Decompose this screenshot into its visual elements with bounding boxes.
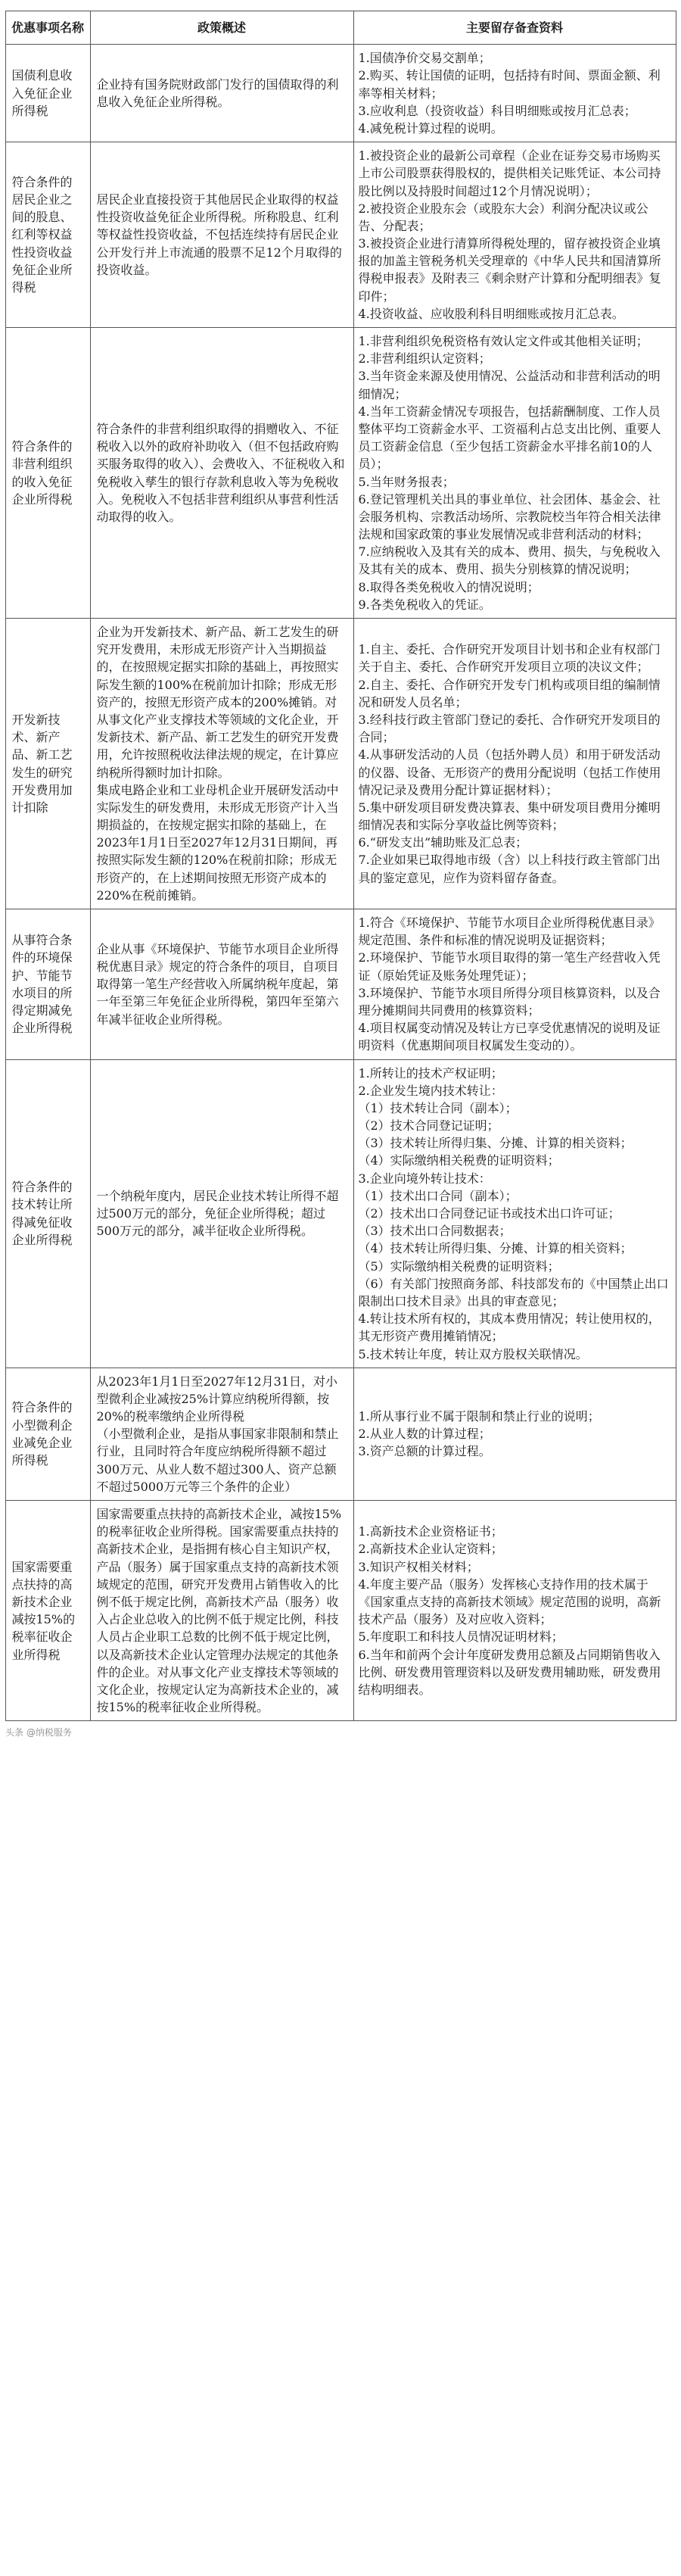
cell-policy-summary: 从2023年1月1日至2027年12月31日，对小型微利企业减按25%计算应纳税所得额，按20%的税率缴纳企业所得税 （小型微利企业，是指从事国家非限制和禁止行业，且同时符合年度应纳税所得额不超过300万元、从业人数不超过300人、资产总额不超过5000万元等三个条件的企业） xyxy=(90,1368,353,1500)
document-list-item: 1.符合《环境保护、节能节水项目企业所得税优惠目录》规定范围、条件和标准的情况说明及证据资料； xyxy=(358,915,661,948)
document-list-item: 1.非营利组织免税资格有效认定文件或其他相关证明； xyxy=(358,334,648,348)
header-item-name: 优惠事项名称 xyxy=(5,11,90,45)
cell-policy-summary: 居民企业直接投资于其他居民企业取得的权益性投资收益免征企业所得税。所称股息、红利等权益性投资收益，不包括连续持有居民企业公开发行并上市流通的股票不足12个月取得的投资收益。 xyxy=(90,142,353,328)
cell-policy-summary: 符合条件的非营利组织取得的捐赠收入、不征税收入以外的政府补助收入（但不包括政府购买服务取得的收入）、会费收入、不征税收入和免税收入孳生的银行存款利息收入等为免税收入。免税收入不包括非营利组织从事营利性活动取得的收入。 xyxy=(90,328,353,619)
document-list-item: （6）有关部门按照商务部、科技部发布的《中国禁止出口限制出口技术目录》出具的审查意见； xyxy=(358,1276,669,1308)
cell-item-name: 符合条件的技术转让所得减免征收企业所得税 xyxy=(5,1059,90,1368)
table-header xyxy=(5,11,676,45)
document-list-item: （4）技术转让所得归集、分摊、计算的相关资料； xyxy=(358,1241,633,1256)
table-row xyxy=(5,1059,676,1368)
table-body xyxy=(5,45,676,1721)
document-list-item: 5.当年财务报表； xyxy=(358,474,455,489)
document-list-item: （2）技术合同登记证明； xyxy=(358,1118,499,1134)
document-list-item: 4.转让技术所有权的，其成本费用情况；转让使用权的，其无形资产费用摊销情况； xyxy=(358,1311,661,1344)
table-row xyxy=(5,328,676,619)
document-list-item: 5.年度职工和科技人员情况证明材料； xyxy=(358,1629,564,1645)
document-list-item: 1.自主、委托、合作研究开发项目计划书和企业有权部门关于自主、委托、合作研究开发项目立项的决议文件； xyxy=(358,642,661,675)
document-list-item: 6.当年和前两个会计年度研发费用总额及占同期销售收入比例、研发费用管理资料以及研发费用辅助账，研发费用结构明细表。 xyxy=(358,1647,661,1697)
document-list-item: （1）技术转让合同（副本）； xyxy=(358,1100,518,1115)
cell-retained-documents xyxy=(353,909,676,1060)
cell-retained-documents xyxy=(353,142,676,328)
document-list-item: 4.投资收益、应收股利科目明细账或按月汇总表。 xyxy=(358,306,624,321)
cell-policy-summary: 企业从事《环境保护、节能节水项目企业所得税优惠目录》规定的符合条件的项目，自项目取得第一笔生产经营收入所属纳税年度起，第一年至第三年免征企业所得税，第四年至第六年减半征收企业所得税。 xyxy=(90,909,353,1060)
table-row xyxy=(5,619,676,909)
document-list-item: 1.所转让的技术产权证明； xyxy=(358,1065,503,1081)
document-list-item: 2.购买、转让国债的证明，包括持有时间、票面金额、利率等相关材料； xyxy=(358,68,661,101)
document-list-item: 3.经科技行政主管部门登记的委托、合作研究开发项目的合同； xyxy=(358,712,661,745)
cell-item-name: 符合条件的居民企业之间的股息、红利等权益性投资收益免征企业所得税 xyxy=(5,142,90,328)
document-list-item: （1）技术出口合同（副本）； xyxy=(358,1188,518,1203)
document-list-item: 5.集中研发项目研发费决算表、集中研发项目费用分摊明细情况表和实际分享收益比例等资料； xyxy=(358,800,661,833)
header-retained-documents: 主要留存备查资料 xyxy=(353,11,676,45)
table-row xyxy=(5,909,676,1060)
cell-item-name: 符合条件的非营利组织的收入免征企业所得税 xyxy=(5,328,90,619)
watermark-text: 头条 @纳税服务 xyxy=(5,1727,72,1739)
document-list-item: 4.从事研发活动的人员（包括外聘人员）和用于研发活动的仪器、设备、无形资产的费用分配说明（包括工作使用情况记录及费用分配计算证据材料）； xyxy=(358,747,661,797)
document-list-item: 2.自主、委托、合作研究开发专门机构或项目组的编制情况和研发人员名单； xyxy=(358,677,661,709)
table-row xyxy=(5,142,676,328)
document-list-item: 1.高新技术企业资格证书； xyxy=(358,1524,503,1539)
header-policy-summary: 政策概述 xyxy=(90,11,353,45)
table-row xyxy=(5,1501,676,1721)
cell-policy-summary: 企业持有国务院财政部门发行的国债取得的利息收入免征企业所得税。 xyxy=(90,45,353,142)
document-list-item: 4.年度主要产品（服务）发挥核心支持作用的技术属于《国家重点支持的高新技术领域》规定范围的说明，高新技术产品（服务）及对应收入资料； xyxy=(358,1576,661,1627)
document-list-item: 3.被投资企业进行清算所得税处理的，留存被投资企业填报的加盖主管税务机关受理章的《中华人民共和国清算所得税申报表》及附表三《剩余财产计算和分配明细表》复印件； xyxy=(358,236,661,304)
document-list-item: （3）技术出口合同数据表； xyxy=(358,1224,512,1239)
document-list-item: 3.环境保护、节能节水项目所得分项目核算资料，以及合理分摊期间共同费用的核算资料； xyxy=(358,985,661,1018)
cell-item-name: 国家需要重点扶持的高新技术企业减按15%的税率征收企业所得税 xyxy=(5,1501,90,1721)
document-list-item: 4.项目权属变动情况及转让方已享受优惠情况的说明及证明资料（优惠期间项目权属发生变动的）。 xyxy=(358,1021,661,1053)
document-list-item: （5）实际缴纳相关税费的证明资料； xyxy=(358,1258,560,1274)
document-list-item: 5.技术转让年度，转让双方股权关联情况。 xyxy=(358,1346,588,1361)
cell-item-name: 从事符合条件的环境保护、节能节水项目的所得定期减免企业所得税 xyxy=(5,909,90,1060)
cell-retained-documents xyxy=(353,328,676,619)
document-list-item: 2.环境保护、节能节水项目取得的第一笔生产经营收入凭证（原始凭证及账务处理凭证）； xyxy=(358,950,661,983)
document-list-item: 7.企业如果已取得地市级（含）以上科技行政主管部门出具的鉴定意见，应作为资料留存备查。 xyxy=(358,853,661,885)
cell-retained-documents xyxy=(353,1059,676,1368)
document-list-item: （2）技术出口合同登记证书或技术出口许可证； xyxy=(358,1206,620,1221)
cell-item-name: 国债利息收入免征企业所得税 xyxy=(5,45,90,142)
cell-retained-documents xyxy=(353,45,676,142)
cell-retained-documents xyxy=(353,1501,676,1721)
document-list-item: 2.从业人数的计算过程； xyxy=(358,1427,491,1442)
document-list-item: 8.取得各类免税收入的情况说明； xyxy=(358,579,540,594)
header-row xyxy=(5,11,676,45)
document-list-item: 2.企业发生境内技术转让： xyxy=(358,1083,503,1098)
document-list-item: 2.被投资企业股东会（或股东大会）利润分配决议或公告、分配表； xyxy=(358,201,648,233)
document-list-item: 3.资产总额的计算过程。 xyxy=(358,1444,491,1459)
document-list-item: 6.登记管理机关出具的事业单位、社会团体、基金会、社会服务机构、宗教活动场所、宗教院校当年符合相关法律法规和国家政策的事业发展情况或非营利活动的材料； xyxy=(358,491,661,542)
cell-retained-documents xyxy=(353,1368,676,1500)
document-list-item: 3.企业向境外转让技术： xyxy=(358,1171,491,1186)
document-list-item: 1.国债净价交易交割单； xyxy=(358,51,491,66)
table-row xyxy=(5,45,676,142)
document-list-item: 2.高新技术企业认定资料； xyxy=(358,1542,503,1557)
cell-policy-summary: 一个纳税年度内，居民企业技术转让所得不超过500万元的部分，免征企业所得税；超过500万元的部分，减半征收企业所得税。 xyxy=(90,1059,353,1368)
table-row xyxy=(5,1368,676,1500)
document-list-item: 4.减免税计算过程的说明。 xyxy=(358,120,503,136)
cell-policy-summary: 企业为开发新技术、新产品、新工艺发生的研究开发费用，未形成无形资产计入当期损益的，在按照规定据实扣除的基础上，再按照实际发生额的100%在税前加计扣除；形成无形资产的，按照无形资产成本的200%摊销。对从事文化产业支撑技术等领域的文化企业，开发新技术、新产品、新工艺发生的研究开发费用，允许按照税收法律法规的规定，在计算应纳税所得额时加计扣除。 集成电路企业和工业母机企业开展研发活动中实际发生的研发费用，未形成无形资产计入当期损益的，在按规定据实扣除的基础上，在2023年1月1日至2027年12月31日期间，再按照实际发生额的120%在税前扣除；形成无形资产的，在上述期间按照无形资产成本的220%在税前摊销。 xyxy=(90,619,353,909)
document-list-item: 9.各类免税收入的凭证。 xyxy=(358,597,491,612)
document-list-item: 1.被投资企业的最新公司章程（企业在证券交易市场购买上市公司股票获得股权的，提供相关记账凭证、本公司持股比例以及持股时间超过12个月情况说明）； xyxy=(358,148,661,198)
document-list-item: 4.当年工资薪金情况专项报告，包括薪酬制度、工作人员整体平均工资薪金水平、工资福利占总支出比例、重要人员工资薪金信息（至少包括工资薪金水平排名前10的人员）； xyxy=(358,404,661,472)
tax-preference-table xyxy=(5,11,676,1721)
cell-item-name: 开发新技术、新产品、新工艺发生的研究开发费用加计扣除 xyxy=(5,619,90,909)
document-list-item: 3.当年资金来源及使用情况、公益活动和非营利活动的明细情况； xyxy=(358,369,661,401)
document-list-item: （3）技术转让所得归集、分摊、计算的相关资料； xyxy=(358,1136,633,1151)
document-list-item: 3.应收利息（投资收益）科目明细账或按月汇总表； xyxy=(358,103,636,118)
document-list-item: 6.“研发支出”辅助账及汇总表； xyxy=(358,835,528,850)
document-list-item: 1.所从事行业不属于限制和禁止行业的说明； xyxy=(358,1409,600,1424)
cell-retained-documents xyxy=(353,619,676,909)
document-list-item: 7.应纳税收入及其有关的成本、费用、损失，与免税收入及其有关的成本、费用、损失分别核算的情况说明； xyxy=(358,544,661,577)
cell-item-name: 符合条件的小型微利企业减免企业所得税 xyxy=(5,1368,90,1500)
cell-policy-summary: 国家需要重点扶持的高新技术企业，减按15%的税率征收企业所得税。国家需要重点扶持的高新技术企业，是指拥有核心自主知识产权，产品（服务）属于国家重点支持的高新技术领域规定的范围，研究开发费用占销售收入的比例不低于规定比例，高新技术产品（服务）收入占企业总收入的比例不低于规定比例，科技人员占企业职工总数的比例不低于规定比例，以及高新技术企业认定管理办法规定的其他条件的企业。对从事文化产业支撑技术等领域的文化企业，按规定认定为高新技术企业的，减按15%的税率征收企业所得税。 xyxy=(90,1501,353,1721)
document-list-item: 3.知识产权相关材料； xyxy=(358,1559,479,1574)
document-list-item: 2.非营利组织认定资料； xyxy=(358,351,491,366)
document-list-item: （4）实际缴纳相关税费的证明资料； xyxy=(358,1153,560,1168)
